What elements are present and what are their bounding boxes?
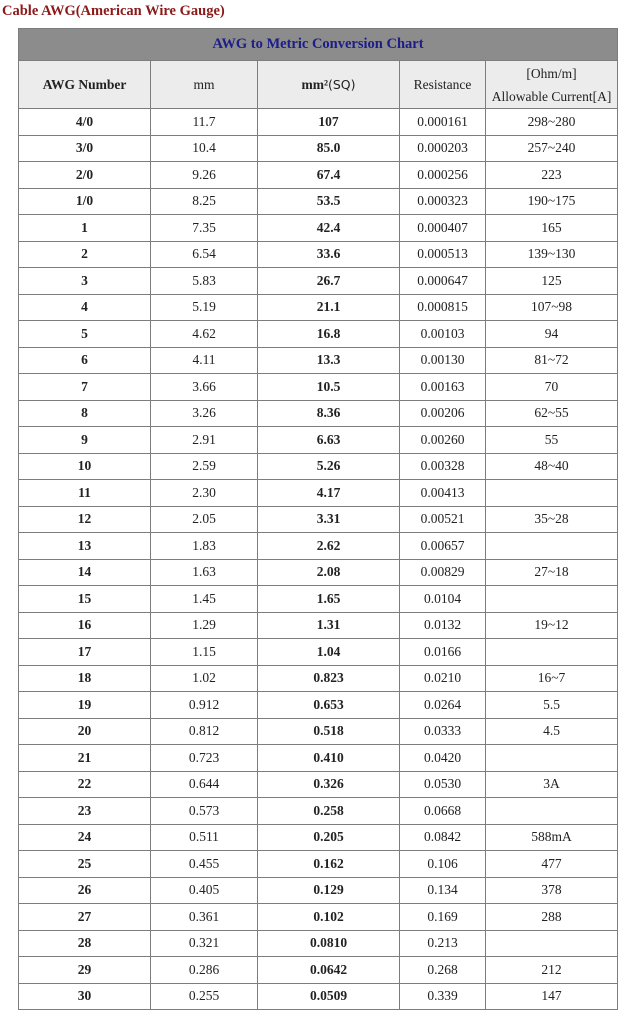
cell-allowable-current: 3A: [486, 771, 618, 798]
table-row: [19, 851, 618, 878]
cell-awg-number: 5: [19, 321, 151, 348]
cell-resistance: 0.00103: [400, 321, 486, 348]
header-area-suffix: (SQ): [328, 77, 356, 92]
cell-mm: 1.15: [151, 639, 258, 666]
cell-resistance: 0.169: [400, 904, 486, 931]
cell-allowable-current: 190~175: [486, 188, 618, 215]
cell-mm: 1.45: [151, 586, 258, 613]
table-row: [19, 718, 618, 745]
cell-awg-number: 18: [19, 665, 151, 692]
cell-allowable-current: [486, 798, 618, 825]
cell-area: 10.5: [258, 374, 400, 401]
awg-conversion-table: [18, 28, 618, 1010]
cell-awg-number: 1/0: [19, 188, 151, 215]
cell-mm: 7.35: [151, 215, 258, 242]
cell-area: 13.3: [258, 347, 400, 374]
cell-awg-number: 1: [19, 215, 151, 242]
table-row: [19, 559, 618, 586]
cell-area: 67.4: [258, 162, 400, 189]
cell-area: 0.653: [258, 692, 400, 719]
cell-resistance: 0.000256: [400, 162, 486, 189]
cell-mm: 2.91: [151, 427, 258, 454]
cell-area: 26.7: [258, 268, 400, 295]
cell-resistance: 0.0420: [400, 745, 486, 772]
cell-allowable-current: [486, 480, 618, 507]
cell-mm: 1.63: [151, 559, 258, 586]
cell-awg-number: 19: [19, 692, 151, 719]
cell-allowable-current: [486, 930, 618, 957]
cell-area: 0.823: [258, 665, 400, 692]
cell-awg-number: 21: [19, 745, 151, 772]
cell-area: 0.518: [258, 718, 400, 745]
header-allowable-current: [486, 61, 618, 109]
cell-allowable-current: 107~98: [486, 294, 618, 321]
cell-mm: 1.83: [151, 533, 258, 560]
cell-area: 53.5: [258, 188, 400, 215]
page-title: Cable AWG(American Wire Gauge): [2, 3, 225, 19]
table-row: [19, 877, 618, 904]
cell-awg-number: 22: [19, 771, 151, 798]
cell-resistance: 0.00328: [400, 453, 486, 480]
table-row: [19, 692, 618, 719]
table-row: [19, 241, 618, 268]
table-row: [19, 188, 618, 215]
cell-resistance: 0.000203: [400, 135, 486, 162]
cell-allowable-current: 212: [486, 957, 618, 984]
cell-allowable-current: 139~130: [486, 241, 618, 268]
cell-allowable-current: 81~72: [486, 347, 618, 374]
cell-resistance: 0.000161: [400, 109, 486, 136]
cell-allowable-current: 55: [486, 427, 618, 454]
cell-area: 1.65: [258, 586, 400, 613]
cell-awg-number: 6: [19, 347, 151, 374]
cell-mm: 0.573: [151, 798, 258, 825]
header-area: [258, 61, 400, 109]
cell-awg-number: 30: [19, 983, 151, 1010]
cell-area: 33.6: [258, 241, 400, 268]
cell-awg-number: 28: [19, 930, 151, 957]
header-current-unit: [Ohm/m]: [526, 65, 577, 81]
cell-mm: 0.812: [151, 718, 258, 745]
cell-resistance: 0.00206: [400, 400, 486, 427]
cell-awg-number: 29: [19, 957, 151, 984]
cell-area: 6.63: [258, 427, 400, 454]
cell-area: 16.8: [258, 321, 400, 348]
cell-resistance: 0.00413: [400, 480, 486, 507]
table-row: [19, 665, 618, 692]
cell-resistance: 0.268: [400, 957, 486, 984]
cell-resistance: 0.000513: [400, 241, 486, 268]
cell-mm: 4.11: [151, 347, 258, 374]
cell-area: 8.36: [258, 400, 400, 427]
cell-awg-number: 8: [19, 400, 151, 427]
cell-mm: 0.644: [151, 771, 258, 798]
cell-area: 1.31: [258, 612, 400, 639]
cell-awg-number: 26: [19, 877, 151, 904]
cell-area: 0.326: [258, 771, 400, 798]
cell-resistance: 0.00130: [400, 347, 486, 374]
cell-allowable-current: [486, 533, 618, 560]
cell-resistance: 0.134: [400, 877, 486, 904]
header-mm: mm: [151, 61, 258, 109]
table-row: [19, 294, 618, 321]
cell-mm: 0.286: [151, 957, 258, 984]
cell-mm: 0.405: [151, 877, 258, 904]
cell-area: 2.08: [258, 559, 400, 586]
cell-awg-number: 20: [19, 718, 151, 745]
cell-resistance: 0.0842: [400, 824, 486, 851]
cell-allowable-current: 27~18: [486, 559, 618, 586]
cell-area: 0.0642: [258, 957, 400, 984]
cell-resistance: 0.0104: [400, 586, 486, 613]
cell-resistance: 0.0210: [400, 665, 486, 692]
cell-awg-number: 4/0: [19, 109, 151, 136]
cell-awg-number: 4: [19, 294, 151, 321]
cell-area: 0.205: [258, 824, 400, 851]
cell-resistance: 0.339: [400, 983, 486, 1010]
table-row: [19, 586, 618, 613]
cell-area: 21.1: [258, 294, 400, 321]
cell-allowable-current: 257~240: [486, 135, 618, 162]
cell-resistance: 0.00657: [400, 533, 486, 560]
table-row: [19, 453, 618, 480]
table-row: [19, 904, 618, 931]
cell-awg-number: 27: [19, 904, 151, 931]
table-row: [19, 957, 618, 984]
cell-awg-number: 25: [19, 851, 151, 878]
cell-allowable-current: 147: [486, 983, 618, 1010]
cell-mm: 3.26: [151, 400, 258, 427]
cell-allowable-current: [486, 639, 618, 666]
cell-allowable-current: 48~40: [486, 453, 618, 480]
cell-mm: 4.62: [151, 321, 258, 348]
cell-area: 107: [258, 109, 400, 136]
cell-allowable-current: 19~12: [486, 612, 618, 639]
cell-awg-number: 13: [19, 533, 151, 560]
cell-resistance: 0.0530: [400, 771, 486, 798]
cell-area: 0.258: [258, 798, 400, 825]
cell-awg-number: 24: [19, 824, 151, 851]
cell-mm: 9.26: [151, 162, 258, 189]
table-row: [19, 162, 618, 189]
cell-awg-number: 11: [19, 480, 151, 507]
table-row: [19, 321, 618, 348]
cell-resistance: 0.000407: [400, 215, 486, 242]
table-row: [19, 506, 618, 533]
cell-awg-number: 15: [19, 586, 151, 613]
cell-awg-number: 14: [19, 559, 151, 586]
cell-allowable-current: 5.5: [486, 692, 618, 719]
table-row: [19, 612, 618, 639]
cell-mm: 5.19: [151, 294, 258, 321]
cell-area: 2.62: [258, 533, 400, 560]
cell-mm: 0.723: [151, 745, 258, 772]
cell-allowable-current: [486, 745, 618, 772]
table-row: [19, 109, 618, 136]
cell-awg-number: 23: [19, 798, 151, 825]
table-row: [19, 347, 618, 374]
header-resistance: Resistance: [400, 61, 486, 109]
table-row: [19, 215, 618, 242]
cell-allowable-current: 588mA: [486, 824, 618, 851]
cell-area: 0.410: [258, 745, 400, 772]
cell-resistance: 0.0333: [400, 718, 486, 745]
cell-area: 1.04: [258, 639, 400, 666]
table-row: [19, 745, 618, 772]
cell-resistance: 0.106: [400, 851, 486, 878]
table-caption: AWG to Metric Conversion Chart: [19, 29, 618, 61]
cell-resistance: 0.00829: [400, 559, 486, 586]
cell-resistance: 0.000815: [400, 294, 486, 321]
cell-mm: 8.25: [151, 188, 258, 215]
table-row: [19, 135, 618, 162]
cell-awg-number: 2: [19, 241, 151, 268]
table-row: [19, 268, 618, 295]
table-row: [19, 374, 618, 401]
cell-resistance: 0.0264: [400, 692, 486, 719]
header-awg-number: AWG Number: [19, 61, 151, 109]
cell-resistance: 0.0166: [400, 639, 486, 666]
cell-allowable-current: [486, 586, 618, 613]
table-row: [19, 771, 618, 798]
cell-area: 4.17: [258, 480, 400, 507]
cell-allowable-current: 70: [486, 374, 618, 401]
cell-area: 0.102: [258, 904, 400, 931]
cell-awg-number: 10: [19, 453, 151, 480]
cell-area: 5.26: [258, 453, 400, 480]
cell-area: 42.4: [258, 215, 400, 242]
cell-awg-number: 12: [19, 506, 151, 533]
cell-allowable-current: 288: [486, 904, 618, 931]
cell-allowable-current: 165: [486, 215, 618, 242]
cell-allowable-current: 223: [486, 162, 618, 189]
table-row: [19, 427, 618, 454]
cell-awg-number: 9: [19, 427, 151, 454]
table-header-row: [19, 61, 618, 109]
cell-area: 0.129: [258, 877, 400, 904]
cell-mm: 5.83: [151, 268, 258, 295]
table-row: [19, 983, 618, 1010]
table-body: [19, 109, 618, 1010]
cell-area: 85.0: [258, 135, 400, 162]
cell-resistance: 0.00260: [400, 427, 486, 454]
cell-awg-number: 3: [19, 268, 151, 295]
table-row: [19, 400, 618, 427]
cell-allowable-current: 4.5: [486, 718, 618, 745]
header-current-label: Allowable Current[A]: [491, 88, 612, 104]
cell-resistance: 0.000323: [400, 188, 486, 215]
cell-resistance: 0.00521: [400, 506, 486, 533]
cell-mm: 0.455: [151, 851, 258, 878]
cell-allowable-current: 16~7: [486, 665, 618, 692]
cell-resistance: 0.000647: [400, 268, 486, 295]
header-area-main: mm²: [301, 77, 328, 92]
table-row: [19, 798, 618, 825]
cell-mm: 11.7: [151, 109, 258, 136]
cell-awg-number: 3/0: [19, 135, 151, 162]
cell-mm: 1.29: [151, 612, 258, 639]
cell-resistance: 0.00163: [400, 374, 486, 401]
cell-awg-number: 2/0: [19, 162, 151, 189]
cell-mm: 0.511: [151, 824, 258, 851]
cell-resistance: 0.0132: [400, 612, 486, 639]
cell-allowable-current: 378: [486, 877, 618, 904]
cell-mm: 1.02: [151, 665, 258, 692]
cell-allowable-current: 94: [486, 321, 618, 348]
cell-area: 0.0810: [258, 930, 400, 957]
table-row: [19, 480, 618, 507]
cell-allowable-current: 298~280: [486, 109, 618, 136]
table-row: [19, 930, 618, 957]
cell-mm: 2.05: [151, 506, 258, 533]
cell-resistance: 0.0668: [400, 798, 486, 825]
cell-mm: 0.321: [151, 930, 258, 957]
cell-mm: 0.361: [151, 904, 258, 931]
table-row: [19, 533, 618, 560]
cell-mm: 6.54: [151, 241, 258, 268]
table-row: [19, 824, 618, 851]
cell-allowable-current: 35~28: [486, 506, 618, 533]
cell-allowable-current: 477: [486, 851, 618, 878]
table-row: [19, 639, 618, 666]
cell-area: 0.162: [258, 851, 400, 878]
cell-mm: 10.4: [151, 135, 258, 162]
cell-mm: 2.59: [151, 453, 258, 480]
cell-mm: 0.912: [151, 692, 258, 719]
cell-allowable-current: 125: [486, 268, 618, 295]
cell-area: 3.31: [258, 506, 400, 533]
cell-awg-number: 17: [19, 639, 151, 666]
cell-resistance: 0.213: [400, 930, 486, 957]
cell-mm: 2.30: [151, 480, 258, 507]
cell-awg-number: 16: [19, 612, 151, 639]
cell-mm: 3.66: [151, 374, 258, 401]
cell-mm: 0.255: [151, 983, 258, 1010]
cell-area: 0.0509: [258, 983, 400, 1010]
cell-allowable-current: 62~55: [486, 400, 618, 427]
cell-awg-number: 7: [19, 374, 151, 401]
